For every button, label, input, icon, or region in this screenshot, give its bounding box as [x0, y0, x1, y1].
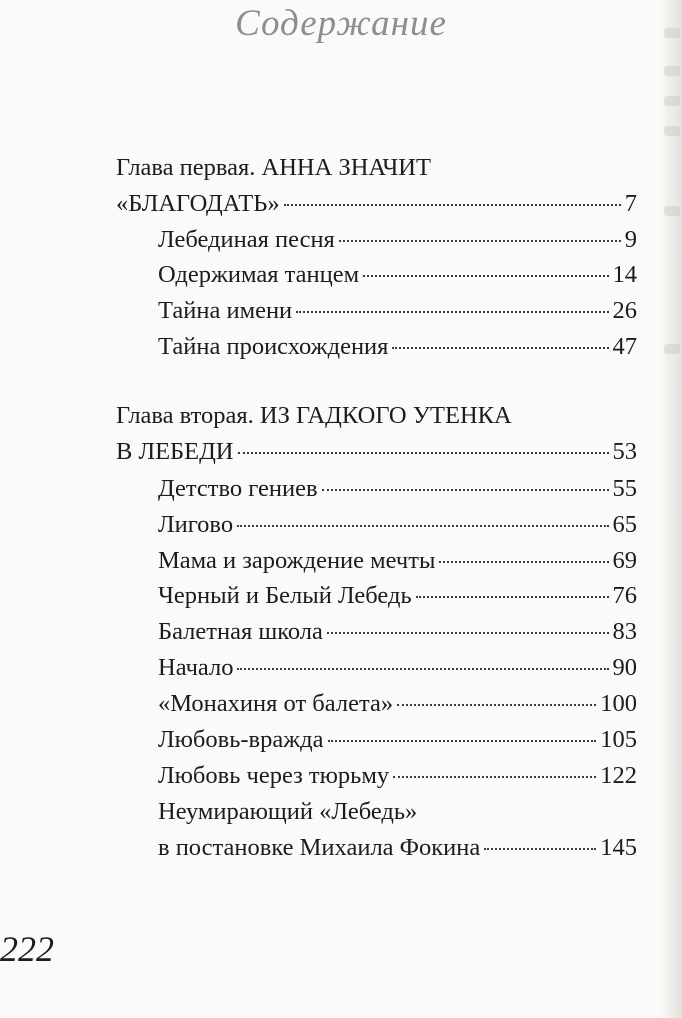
toc-entry[interactable] — [158, 333, 637, 369]
toc-entry[interactable] — [158, 762, 637, 798]
page-ref: 76 — [612, 582, 637, 609]
page-ref: 53 — [612, 438, 637, 465]
entry-title: Неумирающий «Лебедь» — [158, 798, 418, 825]
page-ref: 55 — [612, 475, 637, 502]
page-ref: 65 — [612, 511, 637, 538]
entry-title: Лигово — [158, 511, 234, 538]
page-edge-shadow — [660, 0, 682, 1018]
dot-leader — [484, 848, 596, 850]
toc-entry[interactable] — [158, 297, 637, 333]
dot-leader — [327, 632, 609, 634]
chapter-heading: Глава первая. АННА ЗНАЧИТ — [116, 154, 431, 181]
dot-leader — [416, 596, 609, 598]
page-ref: 9 — [624, 226, 637, 253]
dot-leader — [363, 275, 608, 277]
dot-leader — [392, 347, 608, 349]
toc-entry[interactable] — [158, 475, 637, 511]
page-ref: 122 — [600, 762, 637, 789]
toc-entry[interactable] — [158, 726, 637, 762]
bleed-through-mark — [664, 126, 680, 136]
dot-leader — [339, 240, 621, 242]
page-ref: 145 — [600, 834, 637, 861]
page-ref: 100 — [600, 690, 637, 717]
toc-entry-chapter[interactable] — [116, 438, 637, 474]
entry-title: Любовь через тюрьму — [158, 762, 390, 789]
toc-entry[interactable] — [158, 618, 637, 654]
chapter-heading-cont: В ЛЕБЕДИ — [116, 438, 234, 465]
dot-leader — [237, 668, 608, 670]
page-ref: 7 — [624, 190, 637, 217]
page-ref: 90 — [612, 654, 637, 681]
entry-title: Мама и зарождение мечты — [158, 547, 436, 574]
page-ref: 47 — [612, 333, 637, 360]
entry-title: Тайна имени — [158, 297, 293, 324]
entry-title: Черный и Белый Лебедь — [158, 582, 412, 609]
entry-title: «Монахиня от балета» — [158, 690, 394, 717]
toc-entry[interactable] — [158, 654, 637, 690]
page-ref: 69 — [612, 547, 637, 574]
entry-title-cont: в постановке Михаила Фокина — [158, 834, 481, 861]
bleed-through-mark — [664, 206, 680, 216]
entry-title: Любовь-вражда — [158, 726, 324, 753]
dot-leader — [238, 452, 609, 454]
dot-leader — [439, 561, 608, 563]
dot-leader — [397, 704, 596, 706]
bleed-through-mark — [664, 96, 680, 106]
entry-title: Начало — [158, 654, 234, 681]
bleed-through-mark — [664, 66, 680, 76]
dot-leader — [284, 204, 621, 206]
dot-leader — [328, 740, 597, 742]
toc-entry-chapter[interactable] — [116, 190, 637, 226]
entry-title: Тайна происхождения — [158, 333, 389, 360]
dot-leader — [393, 776, 596, 778]
toc-entry[interactable] — [158, 834, 637, 870]
page-title: Содержание — [235, 3, 447, 44]
toc-entry[interactable] — [158, 511, 637, 547]
toc-entry[interactable] — [158, 226, 637, 262]
toc-entry[interactable] — [158, 261, 637, 297]
chapter-heading: Глава вторая. ИЗ ГАДКОГО УТЕНКА — [116, 402, 512, 429]
toc-entry[interactable] — [158, 690, 637, 726]
chapter-heading-cont: «БЛАГОДАТЬ» — [116, 190, 280, 217]
page-ref: 105 — [600, 726, 637, 753]
bleed-through-mark — [664, 344, 680, 354]
toc-entry[interactable] — [158, 582, 637, 618]
dot-leader — [322, 489, 609, 491]
entry-title: Одержимая танцем — [158, 261, 360, 288]
entry-title: Лебединая песня — [158, 226, 335, 253]
entry-title: Детство гениев — [158, 475, 318, 502]
entry-title: Балетная школа — [158, 618, 323, 645]
page-number: 222 — [0, 929, 54, 969]
page-ref: 14 — [612, 261, 637, 288]
dot-leader — [296, 311, 608, 313]
page-ref: 83 — [612, 618, 637, 645]
toc-entry[interactable] — [158, 547, 637, 583]
page-ref: 26 — [612, 297, 637, 324]
dot-leader — [237, 525, 608, 527]
